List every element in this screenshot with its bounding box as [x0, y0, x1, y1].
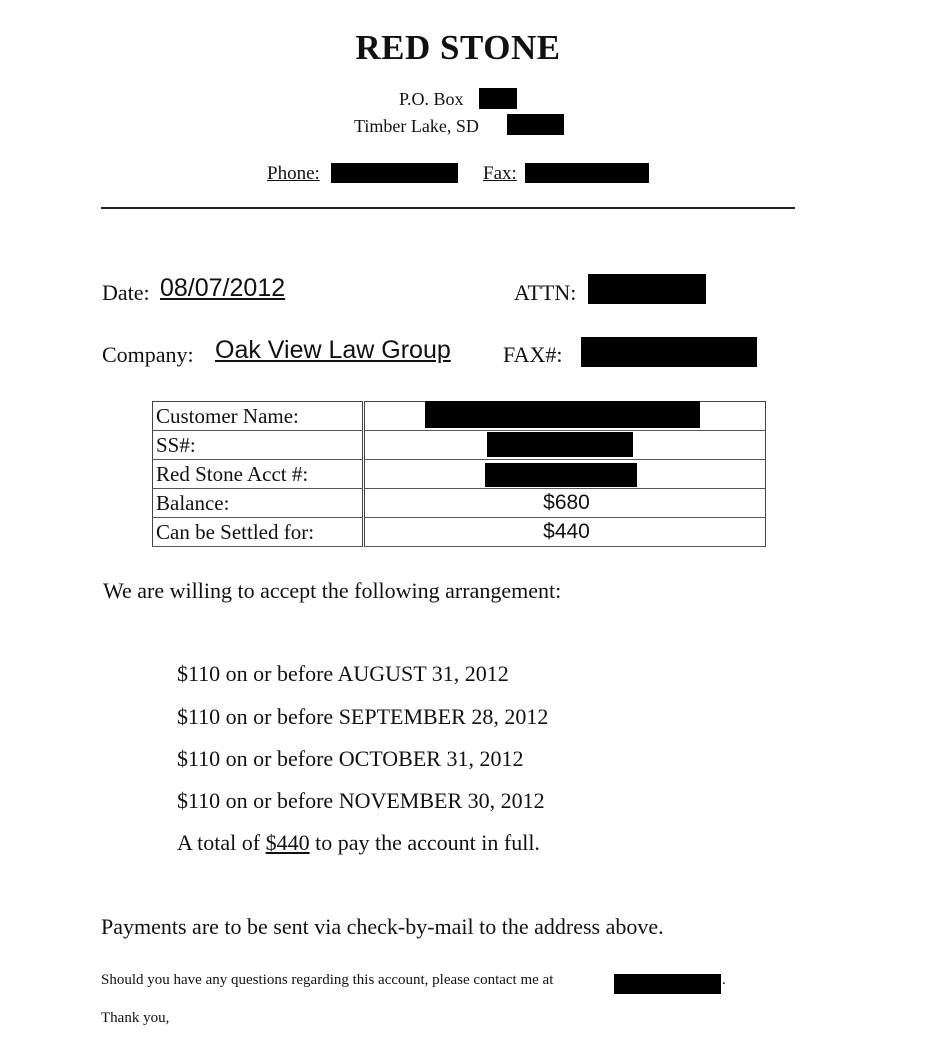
po-box-label: P.O. Box	[399, 89, 464, 109]
header-divider	[101, 207, 795, 209]
customer-name-redaction	[425, 401, 700, 428]
customer-name-value	[364, 402, 766, 431]
ss-number-label: SS#:	[153, 431, 364, 460]
table-row	[153, 460, 766, 489]
table-row	[153, 518, 766, 547]
payment-line: $110 on or before AUGUST 31, 2012	[177, 661, 509, 686]
arrangement-intro: We are willing to accept the following arrangement:	[103, 578, 562, 603]
date-value: 08/07/2012	[160, 274, 286, 302]
ss-number-value	[364, 431, 766, 460]
account-number-redaction	[485, 463, 637, 487]
fax-number-redaction	[581, 337, 757, 367]
fax-label: Fax:	[483, 163, 517, 184]
settlement-label: Can be Settled for:	[153, 518, 364, 547]
settlement-value: $440	[364, 518, 766, 547]
payment-line: $110 on or before SEPTEMBER 28, 2012	[177, 704, 549, 729]
fax-number-label: FAX#:	[503, 342, 563, 367]
contact-redaction	[614, 974, 721, 994]
ss-number-redaction	[487, 432, 633, 457]
total-amount: $440	[265, 830, 310, 855]
balance-value: $680	[364, 489, 766, 518]
account-number-label: Red Stone Acct #:	[153, 460, 364, 489]
questions-text: Should you have any questions regarding this account, please contact me at	[101, 972, 554, 988]
account-number-value	[364, 460, 766, 489]
total-line	[177, 830, 540, 856]
table-row	[153, 431, 766, 460]
city-state: Timber Lake, SD	[354, 116, 479, 136]
company-name: RED STONE	[355, 28, 561, 67]
account-table	[152, 401, 766, 547]
payment-line: $110 on or before NOVEMBER 30, 2012	[177, 788, 545, 813]
total-prefix: A total of	[177, 830, 261, 855]
po-box-redaction	[479, 88, 517, 109]
questions-end: .	[722, 972, 726, 988]
attn-redaction	[588, 274, 706, 304]
balance-label: Balance:	[153, 489, 364, 518]
zip-redaction	[507, 114, 564, 135]
phone-label: Phone:	[267, 163, 320, 184]
table-row	[153, 489, 766, 518]
attn-label: ATTN:	[514, 280, 577, 305]
customer-name-label: Customer Name:	[153, 402, 364, 431]
closing: Thank you,	[101, 1010, 170, 1026]
table-row	[153, 402, 766, 431]
date-label: Date:	[102, 280, 150, 305]
payment-instructions: Payments are to be sent via check-by-mail to the address above.	[101, 914, 664, 939]
phone-redaction	[331, 163, 458, 183]
total-suffix: to pay the account in full.	[315, 830, 540, 855]
company-label: Company:	[102, 342, 194, 367]
fax-redaction	[525, 163, 649, 183]
payment-line: $110 on or before OCTOBER 31, 2012	[177, 746, 524, 771]
company-value: Oak View Law Group	[215, 336, 451, 364]
